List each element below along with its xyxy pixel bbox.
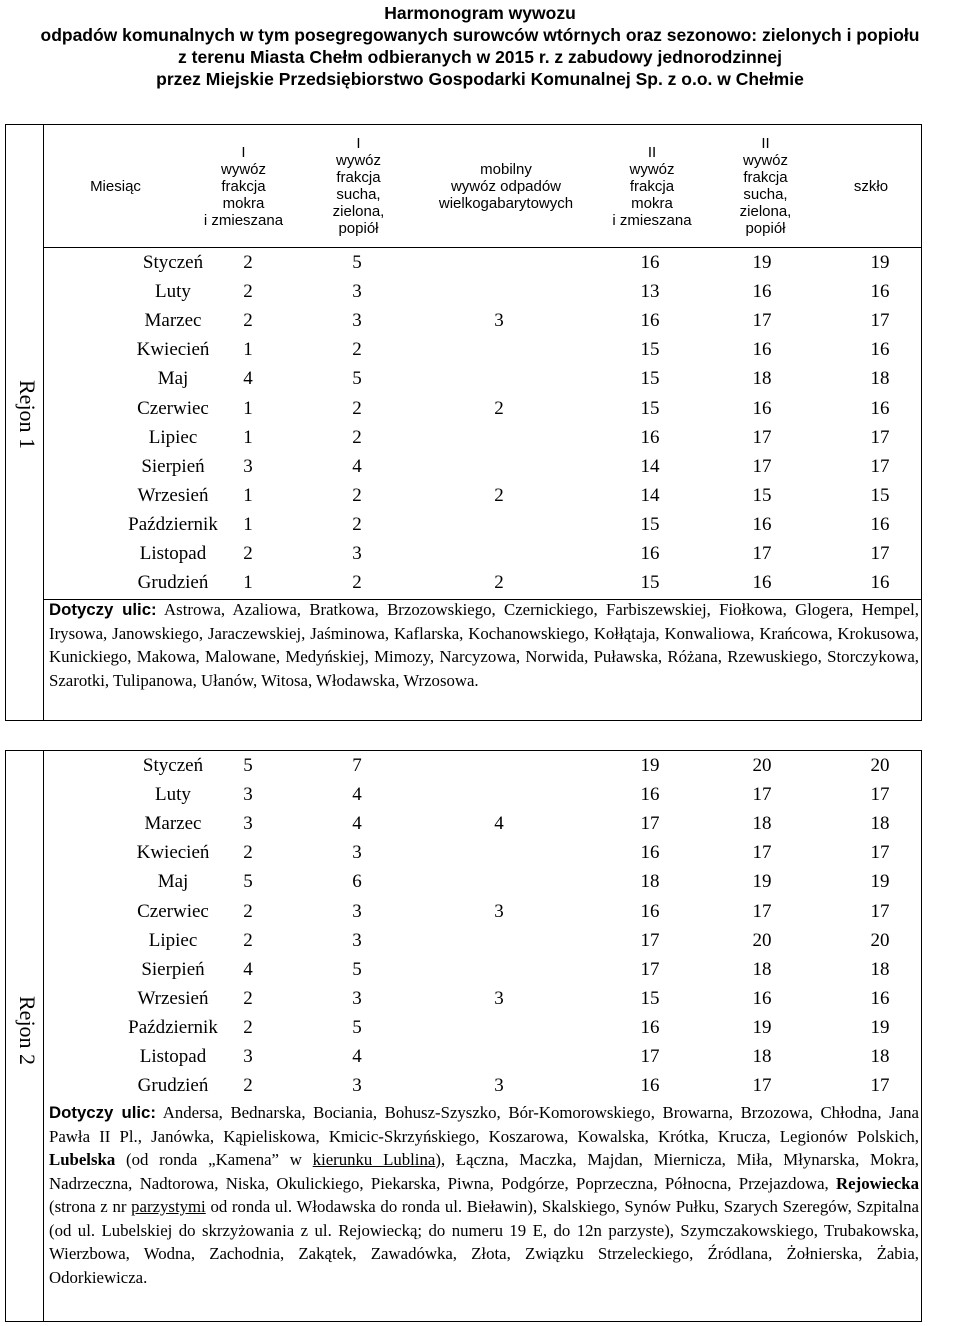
table-row <box>43 984 921 1013</box>
header-mobile-line: mobilny <box>480 160 532 178</box>
table-row <box>43 394 921 423</box>
month-cell: Grudzień <box>137 1075 209 1097</box>
bulky-waste-cell: 3 <box>494 900 504 922</box>
glass-cell: 18 <box>870 1046 890 1067</box>
header-month-label: Miesiąc <box>90 177 141 195</box>
second-mixed-cell: 17 <box>640 813 660 835</box>
glass-cell: 17 <box>870 784 890 806</box>
second-mixed-cell: 17 <box>640 958 660 980</box>
table-row <box>43 248 921 277</box>
first-mixed-cell: 1 <box>243 339 253 361</box>
second-mixed-cell: 16 <box>640 310 660 332</box>
glass-cell: 18 <box>870 368 890 390</box>
header-col1-line: wywóz <box>220 160 266 178</box>
header-glass-label: szkło <box>853 177 889 195</box>
first-dry-cell: 5 <box>352 368 362 390</box>
second-mixed-cell: 16 <box>640 252 660 273</box>
glass-cell: 16 <box>870 281 890 303</box>
first-mixed-cell: 5 <box>243 755 253 776</box>
header-col3-line: mokra <box>631 194 673 212</box>
header-col4-line: frakcja <box>743 169 788 186</box>
first-mixed-cell: 2 <box>243 987 253 1009</box>
header-col2-line: sucha, <box>336 186 381 203</box>
rejon1-table <box>5 124 922 721</box>
table-row <box>43 838 921 867</box>
title-line-3: z terenu Miasta Chełm odbieranych w 2015 r. z zabudowy jednorodzinnej <box>178 47 782 67</box>
streets-text: (od ronda „Kamena” w <box>115 1150 313 1169</box>
bulky-waste-cell: 3 <box>494 1075 504 1097</box>
second-dry-cell: 17 <box>752 900 772 922</box>
table-row <box>43 751 921 780</box>
rejon1-streets <box>49 598 919 692</box>
table-row <box>43 423 921 452</box>
streets-text-bold: Lubelska <box>49 1150 116 1169</box>
month-cell: Czerwiec <box>137 397 209 419</box>
month-cell: Lipiec <box>148 929 198 951</box>
second-dry-cell: 16 <box>752 281 772 303</box>
month-cell: Luty <box>155 281 191 303</box>
table-row <box>43 1042 921 1071</box>
bulky-waste-cell: 2 <box>494 397 504 419</box>
bulky-waste-cell: 3 <box>494 987 504 1009</box>
header-col3 <box>596 125 708 247</box>
title-line-4: przez Miejskie Przedsiębiorstwo Gospodarki Komunalnej Sp. z o.o. w Chełmie <box>156 69 804 89</box>
second-dry-cell: 20 <box>752 929 772 951</box>
table-row <box>43 306 921 335</box>
header-mobile-line: wielkogabarytowych <box>438 194 574 212</box>
header-month <box>43 125 188 247</box>
first-dry-cell: 2 <box>352 513 362 535</box>
first-mixed-cell: 2 <box>243 929 253 951</box>
streets-list: Astrowa, Azaliowa, Bratkowa, Brzozowskiego, Czernickiego, Farbiszewskiej, Fiołkowa, Glogera, Hempel, Irysowa, Janowskiego, Jaraczewskiej, Jaśminowa, Kaflarska, Kochanowskiego, Kołłątaja, Konwaliowa, Krańcowa, Krokusowa, Kunickiego, Makowa, Malowane, Medyńskiej, Mimozy, Narcyzowa, Norwida, Puławska, Różana, Rzewuskiego, Storczykowa, Szarotki, Tulipanowa, Ułanów, Witosa, Włodawska, Wrzosowa. <box>49 600 919 690</box>
table-row <box>43 955 921 984</box>
first-mixed-cell: 4 <box>243 368 253 390</box>
streets-text-underline: parzystymi <box>131 1197 206 1216</box>
second-mixed-cell: 16 <box>640 784 660 806</box>
first-dry-cell: 4 <box>352 1046 362 1067</box>
rejon1-label: Rejon 1 <box>15 380 40 450</box>
glass-cell: 16 <box>870 513 890 535</box>
table-row <box>43 481 921 510</box>
glass-cell: 17 <box>870 900 890 922</box>
first-dry-cell: 5 <box>352 252 362 273</box>
table-row <box>43 539 921 568</box>
month-cell: Lipiec <box>148 426 198 448</box>
second-dry-cell: 18 <box>752 813 772 835</box>
first-mixed-cell: 1 <box>243 397 253 419</box>
first-dry-cell: 3 <box>352 929 362 951</box>
header-glass <box>823 125 919 247</box>
month-cell: Marzec <box>144 310 202 332</box>
bulky-waste-cell: 2 <box>494 484 504 506</box>
first-dry-cell: 7 <box>352 755 362 776</box>
header-col3-line: frakcja <box>629 177 675 195</box>
second-dry-cell: 17 <box>752 543 772 564</box>
second-mixed-cell: 16 <box>640 900 660 922</box>
second-mixed-cell: 15 <box>640 513 660 535</box>
second-mixed-cell: 17 <box>640 1046 660 1067</box>
glass-cell: 19 <box>870 252 890 273</box>
second-mixed-cell: 16 <box>640 1016 660 1038</box>
second-mixed-cell: 14 <box>640 455 660 477</box>
first-dry-cell: 2 <box>352 426 362 448</box>
first-mixed-cell: 2 <box>243 310 253 332</box>
first-dry-cell: 2 <box>352 572 362 594</box>
bulky-waste-cell: 4 <box>494 813 504 835</box>
glass-cell: 20 <box>870 929 890 951</box>
header-col2-line: frakcja <box>336 169 381 186</box>
rejon2-rows <box>43 751 921 1101</box>
header-col3-line: i zmieszana <box>612 211 692 229</box>
glass-cell: 17 <box>870 455 890 477</box>
month-cell: Kwiecień <box>136 842 210 864</box>
second-dry-cell: 17 <box>752 426 772 448</box>
glass-cell: 16 <box>870 572 890 594</box>
first-dry-cell: 4 <box>352 784 362 806</box>
table-row <box>43 1013 921 1042</box>
header-col1 <box>186 125 301 247</box>
first-dry-cell: 6 <box>352 871 362 893</box>
streets-lead: Dotyczy ulic: <box>49 1103 156 1122</box>
second-dry-cell: 16 <box>752 572 772 594</box>
first-dry-cell: 5 <box>352 958 362 980</box>
first-dry-cell: 5 <box>352 1016 362 1038</box>
second-mixed-cell: 15 <box>640 572 660 594</box>
first-dry-cell: 3 <box>352 543 362 564</box>
streets-text: ), Łączna, Maczka, Majdan, Miernicza, Miła, Młynarska, Mokra, Nadrzeczna, Nadtorowa, Niska, Okulickiego, Piekarska, Piwna, Podgórze, Poprzeczna, Północna, Przejazdowa, <box>49 1150 919 1193</box>
document-title <box>0 2 960 90</box>
first-dry-cell: 4 <box>352 455 362 477</box>
second-mixed-cell: 16 <box>640 426 660 448</box>
glass-cell: 16 <box>870 397 890 419</box>
title-line-2: odpadów komunalnych w tym posegregowanych surowców wtórnych oraz sezonowo: zielonych i popiołu <box>40 25 920 45</box>
second-dry-cell: 16 <box>752 397 772 419</box>
second-dry-cell: 17 <box>752 842 772 864</box>
table-row <box>43 897 921 926</box>
month-cell: Listopad <box>139 543 207 564</box>
first-dry-cell: 2 <box>352 397 362 419</box>
first-mixed-cell: 2 <box>243 900 253 922</box>
first-mixed-cell: 3 <box>243 784 253 806</box>
month-cell: Sierpień <box>141 455 205 477</box>
second-dry-cell: 19 <box>752 252 772 273</box>
table-row <box>43 568 921 597</box>
table-row <box>43 926 921 955</box>
glass-cell: 20 <box>870 755 890 776</box>
first-mixed-cell: 3 <box>243 455 253 477</box>
second-mixed-cell: 16 <box>640 842 660 864</box>
second-dry-cell: 17 <box>752 455 772 477</box>
second-mixed-cell: 15 <box>640 987 660 1009</box>
second-dry-cell: 18 <box>752 368 772 390</box>
glass-cell: 17 <box>870 310 890 332</box>
first-dry-cell: 3 <box>352 281 362 303</box>
first-mixed-cell: 2 <box>243 842 253 864</box>
month-cell: Czerwiec <box>137 900 209 922</box>
table-row <box>43 780 921 809</box>
streets-text: Andersa, Bednarska, Bociania, Bohusz-Szyszko, Bór-Komorowskiego, Browarna, Brzozowa, Chłodna, Jana Pawła II Pl., Janówka, Kąpieliskowa, Kmicic-Skrzyńskiego, Koszarowa, Kowalska, Krótka, Krucza, Legionów Polskich, <box>49 1103 920 1146</box>
rejon2-table <box>5 750 922 1322</box>
bulky-waste-cell: 3 <box>494 310 504 332</box>
header-col4-line: zielona, <box>739 203 792 220</box>
rejon1-rows <box>43 248 921 598</box>
first-mixed-cell: 3 <box>243 1046 253 1067</box>
glass-cell: 17 <box>870 842 890 864</box>
second-dry-cell: 19 <box>752 871 772 893</box>
first-mixed-cell: 2 <box>243 543 253 564</box>
header-col4-line: sucha, <box>743 186 788 203</box>
header-col1-line: frakcja <box>221 177 266 195</box>
month-cell: Styczeń <box>142 755 204 776</box>
second-mixed-cell: 16 <box>640 543 660 564</box>
second-mixed-cell: 19 <box>640 755 660 776</box>
first-mixed-cell: 1 <box>243 572 253 594</box>
glass-cell: 19 <box>870 871 890 893</box>
second-dry-cell: 17 <box>752 1075 772 1097</box>
month-cell: Styczeń <box>142 252 204 273</box>
streets-lead: Dotyczy ulic: <box>49 600 157 619</box>
month-cell: Grudzień <box>137 572 209 594</box>
first-mixed-cell: 5 <box>243 871 253 893</box>
first-dry-cell: 2 <box>352 339 362 361</box>
second-mixed-cell: 13 <box>640 281 660 303</box>
month-cell: Maj <box>157 368 189 390</box>
glass-cell: 16 <box>870 339 890 361</box>
month-cell: Maj <box>157 871 189 893</box>
table-row <box>43 867 921 896</box>
header-col2-line: popiół <box>338 220 379 237</box>
month-cell: Sierpień <box>141 958 205 980</box>
first-dry-cell: 2 <box>352 484 362 506</box>
table-row <box>43 809 921 838</box>
first-dry-cell: 3 <box>352 310 362 332</box>
month-cell: Luty <box>155 784 191 806</box>
streets-text-underline: kierunku Lublina <box>312 1150 436 1169</box>
first-mixed-cell: 2 <box>243 281 253 303</box>
header-mobile-line: wywóz odpadów <box>450 177 562 195</box>
second-dry-cell: 18 <box>752 1046 772 1067</box>
second-mixed-cell: 15 <box>640 368 660 390</box>
header-col4 <box>708 125 823 247</box>
glass-cell: 18 <box>870 813 890 835</box>
first-dry-cell: 3 <box>352 987 362 1009</box>
second-dry-cell: 16 <box>752 987 772 1009</box>
table-row <box>43 1071 921 1100</box>
glass-cell: 16 <box>870 987 890 1009</box>
table-row <box>43 452 921 481</box>
second-mixed-cell: 17 <box>640 929 660 951</box>
second-mixed-cell: 15 <box>640 397 660 419</box>
header-col2-line: wywóz <box>335 152 381 169</box>
first-mixed-cell: 4 <box>243 958 253 980</box>
second-dry-cell: 19 <box>752 1016 772 1038</box>
month-cell: Październik <box>128 513 218 535</box>
header-col1-line: mokra <box>222 194 265 212</box>
first-mixed-cell: 2 <box>243 1075 253 1097</box>
second-dry-cell: 18 <box>752 958 772 980</box>
table-row <box>43 277 921 306</box>
second-mixed-cell: 14 <box>640 484 660 506</box>
table-row <box>43 510 921 539</box>
first-dry-cell: 3 <box>352 1075 362 1097</box>
month-cell: Wrzesień <box>137 987 209 1009</box>
header-col1-line: I <box>241 143 246 161</box>
second-dry-cell: 16 <box>752 513 772 535</box>
streets-text: od ronda ul. Włodawska do ronda ul. Bieławin), Skalskiego, Synów Pułku, Szarych Szeregów, Szpitalna (od ul. Lubelskiej do skrzyżowania z ul. Rejowiecką; do numeru 19 E, do 12n parzyste), Szymczakowskiego, Trubakowska, Wierzbowa, Wodna, Zachodnia, Zakątek, Zawadówka, Złota, Związku Strzeleckiego, Źródlana, Żołnierska, Żabia, Odorkiewicza. <box>49 1197 919 1287</box>
header-col2-line: I <box>356 135 361 152</box>
bulky-waste-cell: 2 <box>494 572 504 594</box>
glass-cell: 15 <box>870 484 890 506</box>
month-cell: Marzec <box>144 813 202 835</box>
glass-cell: 17 <box>870 1075 890 1097</box>
table-row <box>43 335 921 364</box>
first-dry-cell: 3 <box>352 842 362 864</box>
second-mixed-cell: 16 <box>640 1075 660 1097</box>
streets-text: (strona z nr <box>49 1197 132 1216</box>
header-col2 <box>301 125 416 247</box>
month-cell: Kwiecień <box>136 339 210 361</box>
second-dry-cell: 15 <box>752 484 772 506</box>
header-col1-line: i zmieszana <box>203 211 284 229</box>
glass-cell: 19 <box>870 1016 890 1038</box>
first-mixed-cell: 1 <box>243 513 253 535</box>
header-col3-line: II <box>647 143 657 161</box>
header-col4-line: II <box>761 135 770 152</box>
first-mixed-cell: 2 <box>243 1016 253 1038</box>
second-dry-cell: 17 <box>752 784 772 806</box>
title-line-1: Harmonogram wywozu <box>384 3 576 23</box>
table-row <box>43 364 921 393</box>
header-col3-line: wywóz <box>629 160 675 178</box>
month-cell: Październik <box>128 1016 218 1038</box>
header-mobile <box>416 125 596 247</box>
second-dry-cell: 17 <box>752 310 772 332</box>
first-mixed-cell: 3 <box>243 813 253 835</box>
glass-cell: 18 <box>870 958 890 980</box>
first-mixed-cell: 1 <box>243 426 253 448</box>
first-mixed-cell: 2 <box>243 252 253 273</box>
rejon2-streets <box>49 1101 919 1289</box>
glass-cell: 17 <box>870 426 890 448</box>
glass-cell: 17 <box>870 543 890 564</box>
first-dry-cell: 3 <box>352 900 362 922</box>
second-dry-cell: 16 <box>752 339 772 361</box>
rejon2-label: Rejon 2 <box>15 996 40 1066</box>
header-col2-line: zielona, <box>332 203 385 220</box>
first-dry-cell: 4 <box>352 813 362 835</box>
second-mixed-cell: 18 <box>640 871 660 893</box>
streets-text-bold: Rejowiecka <box>836 1173 919 1193</box>
month-cell: Wrzesień <box>137 484 209 506</box>
month-cell: Listopad <box>139 1046 207 1067</box>
second-mixed-cell: 15 <box>640 339 660 361</box>
header-col4-line: popiół <box>745 220 786 237</box>
first-mixed-cell: 1 <box>243 484 253 506</box>
second-dry-cell: 20 <box>752 755 772 776</box>
header-col4-line: wywóz <box>742 152 788 169</box>
